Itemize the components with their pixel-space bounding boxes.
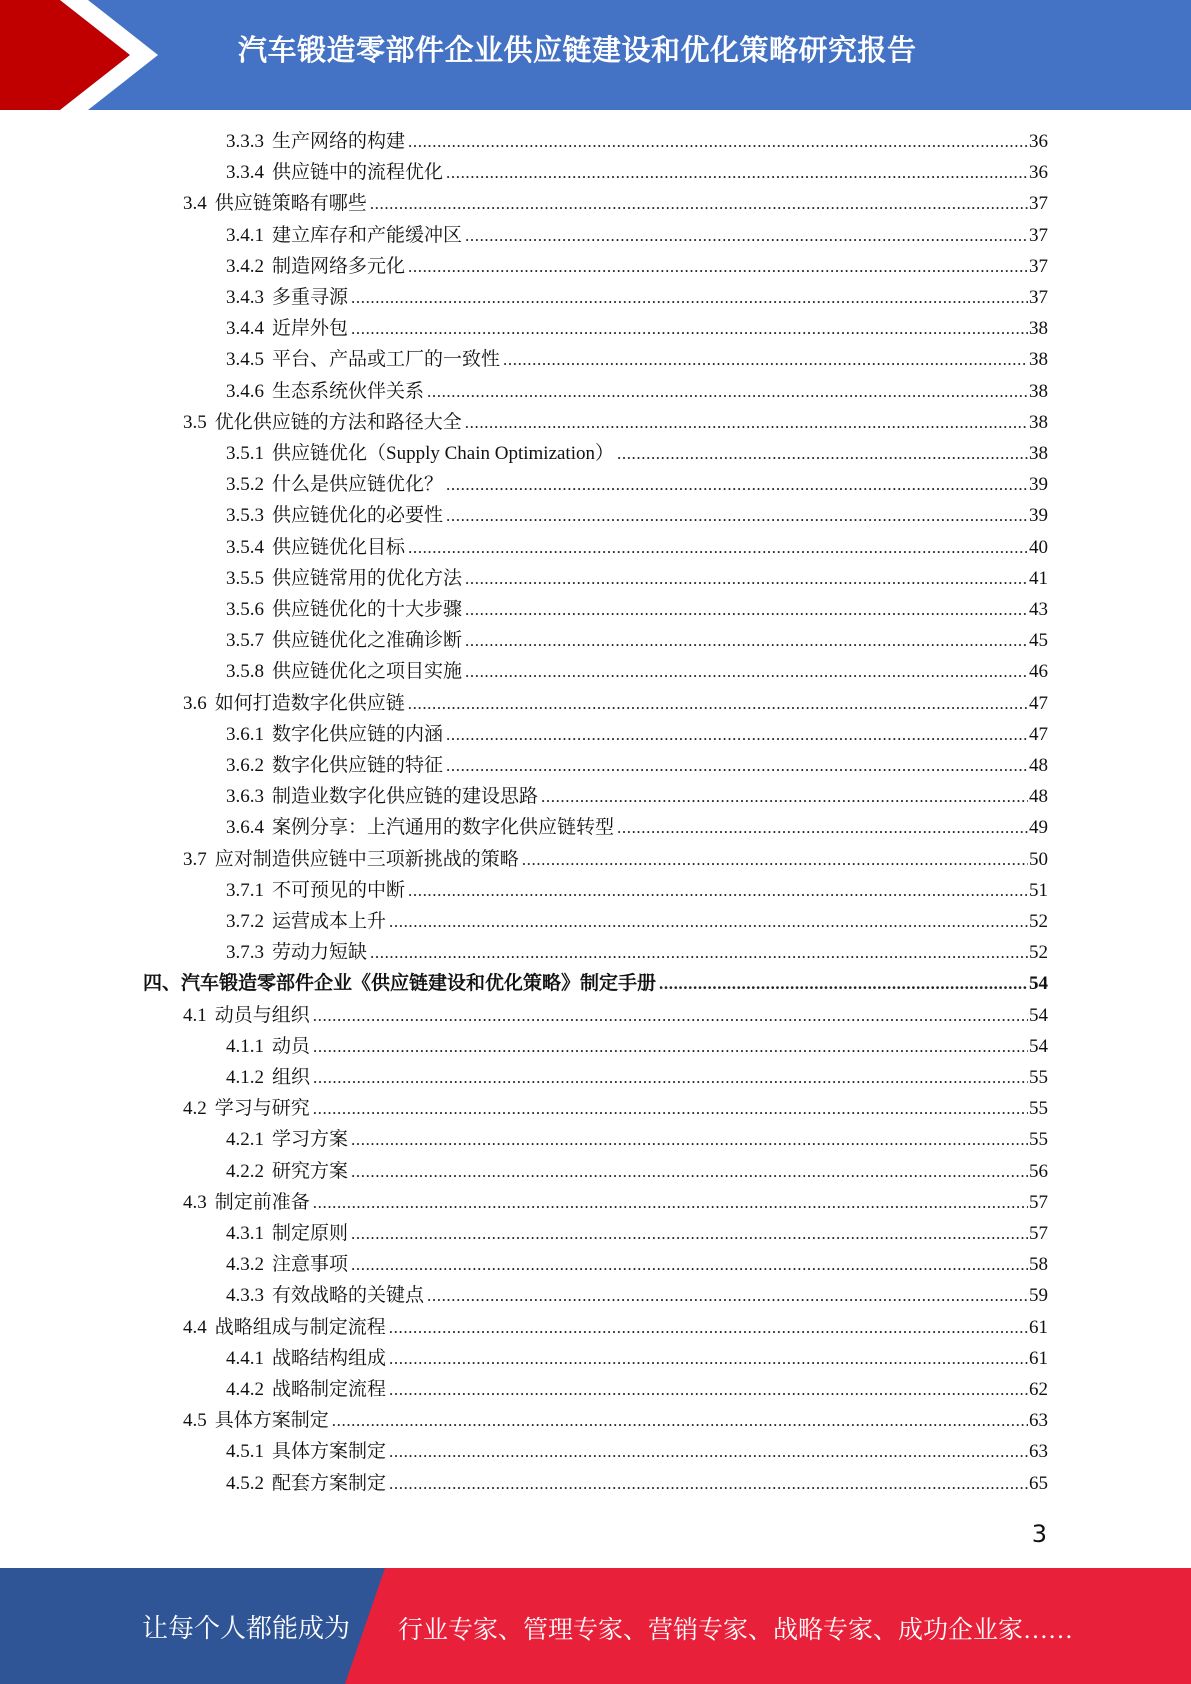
toc-entry-page: 37: [1029, 287, 1048, 308]
toc-entry-title: 案例分享：上汽通用的数字化供应链转型: [272, 817, 615, 839]
toc-entry-title: 战略结构组成: [272, 1347, 387, 1369]
toc-entry-title: 注意事项: [272, 1254, 349, 1276]
toc-dot-leader: [446, 750, 1028, 781]
toc-entry[interactable]: [226, 875, 1048, 906]
toc-dot-leader: [351, 313, 1028, 344]
toc-entry-title: 数字化供应链的内涵: [272, 723, 444, 745]
toc-entry-page: 47: [1029, 692, 1048, 714]
toc-dot-leader: [408, 688, 1028, 719]
toc-entry-title: 供应链中的流程优化: [272, 162, 444, 184]
toc-dot-leader: [332, 1405, 1028, 1436]
toc-entry-title: 制造业数字化供应链的建设思路: [272, 786, 539, 808]
toc-entry-title: 建立库存和产能缓冲区: [272, 224, 463, 246]
toc-entry-page: 59: [1029, 1285, 1048, 1307]
toc-entry-title: 学习方案: [272, 1129, 349, 1151]
toc-dot-leader: [465, 625, 1028, 656]
toc-entry-number: 3.4.6: [226, 380, 264, 402]
toc-entry-number: 3.5.1: [226, 443, 264, 464]
toc-dot-leader: [313, 1062, 1028, 1093]
toc-entry-number: 3.4.1: [226, 224, 264, 246]
toc-entry-title: 多重寻源: [272, 287, 349, 308]
footer-slogan-right: 行业专家、管理专家、营销专家、战略专家、成功企业家……: [398, 1617, 1074, 1644]
toc-entry-number: 4.5: [183, 1410, 207, 1432]
toc-entry-page: 54: [1029, 1035, 1048, 1057]
toc-entry-title: 制造网络多元化: [272, 255, 406, 277]
toc-entry-page: 50: [1029, 848, 1048, 870]
toc-dot-leader: [370, 188, 1028, 219]
toc-entry-number: 3.5.7: [226, 630, 264, 652]
toc-dot-leader: [313, 1000, 1028, 1031]
toc-entry-page: 55: [1029, 1098, 1048, 1120]
toc-dot-leader: [427, 376, 1028, 407]
toc-entry-title: 四、汽车锻造零部件企业《供应链建设和优化策略》制定手册: [143, 973, 657, 995]
toc-entry[interactable]: [226, 937, 1048, 968]
toc-entry[interactable]: [226, 1280, 1048, 1311]
toc-dot-leader: [351, 1124, 1028, 1155]
toc-entry[interactable]: [183, 1000, 1048, 1031]
toc-entry-number: 3.5.4: [226, 536, 264, 558]
toc-entry[interactable]: [226, 500, 1048, 531]
toc-entry-page: 58: [1029, 1254, 1048, 1276]
toc-entry-title: 运营成本上升: [272, 911, 387, 932]
toc-entry[interactable]: [226, 126, 1048, 157]
toc-entry-number: 3.5.6: [226, 599, 264, 620]
toc-dot-leader: [617, 438, 1028, 469]
toc-dot-leader: [503, 344, 1028, 375]
toc-dot-leader: [389, 1312, 1028, 1343]
toc-entry-number: 4.3.2: [226, 1254, 264, 1276]
toc-entry-page: 54: [1029, 973, 1048, 995]
toc-dot-leader: [351, 1249, 1028, 1280]
toc-entry-title: 战略制定流程: [272, 1379, 387, 1400]
toc-entry-title: 具体方案制定: [272, 1441, 387, 1463]
toc-entry[interactable]: [226, 1343, 1048, 1374]
toc-entry[interactable]: [226, 376, 1048, 407]
toc-entry-number: 4.4.2: [226, 1379, 264, 1400]
toc-entry-page: 56: [1029, 1160, 1048, 1182]
toc-entry-page: 47: [1029, 723, 1048, 745]
toc-entry-page: 38: [1029, 411, 1048, 433]
toc-entry-title: 供应链优化之准确诊断: [272, 630, 463, 652]
toc-entry-title: 劳动力短缺: [272, 942, 368, 964]
toc-dot-leader: [446, 469, 1028, 500]
toc-entry[interactable]: [226, 157, 1048, 188]
toc-entry-number: 3.5.5: [226, 567, 264, 589]
toc-entry[interactable]: [183, 1093, 1048, 1124]
toc-entry-number: 3.3.4: [226, 162, 264, 184]
toc-entry[interactable]: [226, 532, 1048, 563]
toc-entry[interactable]: [226, 1374, 1048, 1405]
toc-entry[interactable]: [183, 407, 1048, 438]
toc-entry-title: 制定前准备: [214, 1191, 310, 1213]
toc-entry-number: 3.7.1: [226, 879, 264, 901]
toc-entry-number: 4.5.1: [226, 1441, 264, 1463]
toc-entry-number: 4.1.1: [226, 1035, 264, 1057]
toc-entry[interactable]: [226, 1218, 1048, 1249]
toc-entry-number: 3.6.3: [226, 786, 264, 808]
toc-entry-page: 39: [1029, 474, 1048, 496]
toc-entry-title: 供应链优化之项目实施: [272, 661, 463, 683]
toc-dot-leader: [408, 251, 1028, 282]
toc-entry[interactable]: [226, 1062, 1048, 1093]
toc-entry[interactable]: [226, 313, 1048, 344]
toc-dot-leader: [313, 1187, 1028, 1218]
toc-entry-page: 40: [1029, 536, 1048, 558]
toc-entry-number: 4.3.3: [226, 1285, 264, 1307]
toc-entry-page: 38: [1029, 380, 1048, 402]
toc-entry-page: 63: [1029, 1410, 1048, 1432]
toc-entry-number: 4.4.1: [226, 1347, 264, 1369]
toc-entry-title: 供应链常用的优化方法: [272, 567, 463, 589]
toc-entry-number: 3.6.2: [226, 755, 264, 776]
toc-entry-page: 57: [1029, 1191, 1048, 1213]
toc-entry-title: 研究方案: [272, 1160, 349, 1182]
toc-dot-leader: [389, 1468, 1028, 1499]
toc-entry-number: 4.2.2: [226, 1160, 264, 1182]
toc-entry[interactable]: [226, 594, 1048, 625]
toc-entry[interactable]: [183, 1312, 1048, 1343]
toc-entry[interactable]: [226, 282, 1048, 313]
toc-dot-leader: [446, 157, 1028, 188]
toc-dot-leader: [465, 656, 1028, 687]
toc-entry-page: 38: [1029, 349, 1048, 371]
toc-dot-leader: [659, 968, 1028, 999]
toc-entry-page: 45: [1029, 630, 1048, 652]
toc-entry-number: 3.6: [183, 692, 207, 714]
toc-entry[interactable]: [226, 344, 1048, 375]
toc-entry-title: 组织: [272, 1067, 311, 1088]
toc-dot-leader: [408, 126, 1028, 157]
toc-entry-title: 具体方案制定: [214, 1410, 329, 1432]
toc-entry-page: 38: [1029, 318, 1048, 340]
toc-entry-number: 4.5.2: [226, 1472, 264, 1494]
toc-entry[interactable]: [226, 220, 1048, 251]
toc-entry-title: 动员: [272, 1035, 311, 1057]
toc-dot-leader: [389, 1374, 1028, 1405]
toc-entry-page: 37: [1029, 193, 1048, 215]
toc-dot-leader: [313, 1093, 1028, 1124]
toc-entry-page: 41: [1029, 567, 1048, 589]
toc-entry-page: 65: [1029, 1472, 1048, 1494]
toc-entry[interactable]: [226, 719, 1048, 750]
toc-entry-page: 48: [1029, 786, 1048, 808]
page-header: [0, 0, 1191, 110]
toc-entry-number: 3.4.2: [226, 255, 264, 277]
footer-slogan-left: 让每个人都能成为: [142, 1614, 351, 1643]
toc-entry-page: 51: [1029, 879, 1048, 901]
toc-entry-number: 4.1.2: [226, 1067, 264, 1088]
toc-entry-number: 3.4.3: [226, 287, 264, 308]
toc-entry-page: 52: [1029, 942, 1048, 964]
toc-entry-number: 3.3.3: [226, 131, 264, 152]
toc-entry-title: 配套方案制定: [272, 1472, 387, 1494]
toc-entry-title: 如何打造数字化供应链: [214, 692, 405, 714]
toc-entry-page: 36: [1029, 162, 1048, 184]
toc-dot-leader: [617, 812, 1028, 843]
toc-entry[interactable]: [226, 1124, 1048, 1155]
toc-entry-title: 供应链策略有哪些: [214, 193, 367, 215]
toc-dot-leader: [351, 1218, 1028, 1249]
toc-entry-number: 4.3: [183, 1191, 207, 1213]
toc-entry-page: 36: [1029, 131, 1048, 152]
toc-dot-leader: [465, 220, 1028, 251]
toc-entry-title: 什么是供应链优化？: [272, 474, 444, 496]
toc-entry-title: 学习与研究: [214, 1098, 310, 1120]
toc-entry[interactable]: [226, 1436, 1048, 1467]
toc-entry-title: 供应链优化目标: [272, 536, 406, 558]
toc-dot-leader: [465, 407, 1028, 438]
toc-entry[interactable]: [226, 1249, 1048, 1280]
page-number: 3: [1031, 1520, 1047, 1548]
toc-entry[interactable]: [183, 1405, 1048, 1436]
toc-dot-leader: [351, 282, 1028, 313]
toc-entry[interactable]: [226, 625, 1048, 656]
toc-entry-page: 38: [1029, 443, 1048, 464]
toc-dot-leader: [427, 1280, 1028, 1311]
toc-entry-number: 3.7: [183, 848, 207, 870]
toc-entry[interactable]: [226, 750, 1048, 781]
toc-entry-number: 4.1: [183, 1004, 207, 1026]
toc-entry[interactable]: [226, 906, 1048, 937]
toc-dot-leader: [389, 1343, 1028, 1374]
toc-dot-leader: [408, 532, 1028, 563]
toc-entry-number: 4.2.1: [226, 1129, 264, 1151]
toc-entry[interactable]: [226, 1468, 1048, 1499]
toc-entry[interactable]: [183, 844, 1048, 875]
toc-entry[interactable]: [226, 469, 1048, 500]
toc-entry[interactable]: [226, 812, 1048, 843]
toc-entry-page: 39: [1029, 505, 1048, 527]
toc-entry-number: 3.4: [183, 193, 207, 215]
toc-entry-number: 3.7.3: [226, 942, 264, 964]
toc-entry[interactable]: [143, 968, 1048, 999]
toc-entry-page: 62: [1029, 1379, 1048, 1400]
toc-entry-page: 61: [1029, 1316, 1048, 1338]
toc-entry-title: 供应链优化的必要性: [272, 505, 444, 527]
toc-entry-page: 49: [1029, 817, 1048, 839]
toc-entry-number: 3.7.2: [226, 911, 264, 932]
toc-entry-page: 43: [1029, 599, 1048, 620]
toc-entry-page: 46: [1029, 661, 1048, 683]
toc-entry[interactable]: [226, 1156, 1048, 1187]
toc-entry-title: 数字化供应链的特征: [272, 755, 444, 776]
toc-entry-title: 供应链优化的十大步骤: [272, 599, 463, 620]
toc-dot-leader: [389, 906, 1028, 937]
toc-entry[interactable]: [226, 656, 1048, 687]
toc-entry-number: 4.2: [183, 1098, 207, 1120]
toc-entry-title: 制定原则: [272, 1223, 349, 1244]
toc-dot-leader: [522, 844, 1028, 875]
toc-dot-leader: [465, 594, 1028, 625]
toc-entry-number: 3.5: [183, 411, 207, 433]
toc-entry-number: 3.5.2: [226, 474, 264, 496]
toc-entry-title: 近岸外包: [272, 318, 349, 340]
toc-entry-page: 37: [1029, 255, 1048, 277]
toc-entry[interactable]: [183, 188, 1048, 219]
toc-entry-page: 55: [1029, 1067, 1048, 1088]
toc-entry-title: 供应链优化（Supply Chain Optimization）: [272, 443, 614, 464]
toc-entry-page: 54: [1029, 1004, 1048, 1026]
toc-entry[interactable]: [226, 563, 1048, 594]
toc-dot-leader: [465, 563, 1028, 594]
toc-entry[interactable]: [183, 688, 1048, 719]
page-footer: [0, 1568, 1191, 1684]
toc-entry-page: 63: [1029, 1441, 1048, 1463]
toc-dot-leader: [541, 781, 1028, 812]
toc-entry-number: 3.5.8: [226, 661, 264, 683]
toc-entry-page: 61: [1029, 1347, 1048, 1369]
toc-entry-page: 37: [1029, 224, 1048, 246]
toc-entry-number: 3.6.1: [226, 723, 264, 745]
toc-entry-number: 3.4.5: [226, 349, 264, 371]
toc-entry-number: 3.5.3: [226, 505, 264, 527]
toc-entry-number: 4.4: [183, 1316, 207, 1338]
report-title: 汽车锻造零部件企业供应链建设和优化策略研究报告: [238, 33, 917, 67]
toc-entry-title: 平台、产品或工厂的一致性: [272, 349, 501, 371]
toc-entry[interactable]: [226, 251, 1048, 282]
toc-entry-title: 战略组成与制定流程: [214, 1316, 386, 1338]
toc-entry-page: 48: [1029, 755, 1048, 776]
toc-dot-leader: [389, 1436, 1028, 1467]
toc-dot-leader: [446, 500, 1028, 531]
toc-entry-page: 52: [1029, 911, 1048, 932]
toc-entry-number: 4.3.1: [226, 1223, 264, 1244]
toc-entry-page: 57: [1029, 1223, 1048, 1244]
toc-dot-leader: [408, 875, 1028, 906]
toc-entry[interactable]: [226, 781, 1048, 812]
toc-entry[interactable]: [226, 438, 1048, 469]
toc-entry-title: 有效战略的关键点: [272, 1285, 425, 1307]
toc-entry-title: 不可预见的中断: [272, 879, 406, 901]
toc-entry-title: 生态系统伙伴关系: [272, 380, 425, 402]
toc-entry-title: 生产网络的构建: [272, 131, 406, 152]
toc-dot-leader: [370, 937, 1028, 968]
toc-dot-leader: [446, 719, 1028, 750]
toc-entry-page: 55: [1029, 1129, 1048, 1151]
toc-entry[interactable]: [226, 1031, 1048, 1062]
toc-entry-title: 应对制造供应链中三项新挑战的策略: [214, 848, 519, 870]
toc-entry-number: 3.6.4: [226, 817, 264, 839]
toc-dot-leader: [313, 1031, 1028, 1062]
toc-entry-title: 动员与组织: [214, 1004, 310, 1026]
toc-entry-number: 3.4.4: [226, 318, 264, 340]
toc-dot-leader: [351, 1156, 1028, 1187]
toc-entry[interactable]: [183, 1187, 1048, 1218]
toc-entry-title: 优化供应链的方法和路径大全: [214, 411, 462, 433]
